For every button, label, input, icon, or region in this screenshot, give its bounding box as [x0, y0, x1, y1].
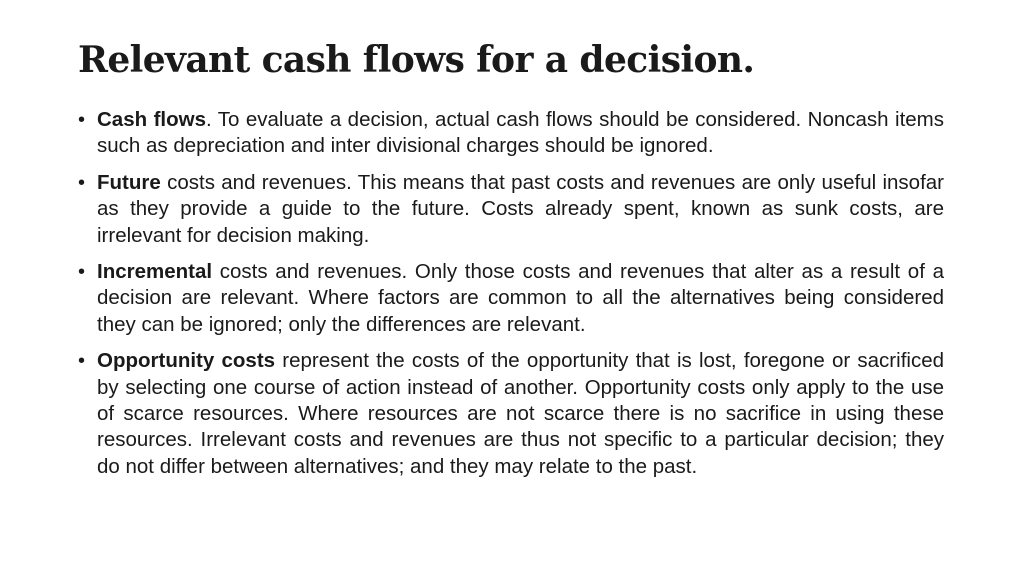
bullet-dot-icon: •	[78, 171, 86, 194]
bullet-term: Opportunity costs	[97, 349, 276, 373]
bullet-list	[78, 107, 944, 490]
bullet-cash-flows	[78, 107, 944, 160]
bullet-dot-icon: •	[78, 350, 86, 373]
bullet-text: . To evaluate a decision, actual cash flows should be considered. Noncash items such as depreciation and inter divisional charges should be ignored.	[97, 108, 945, 158]
slide-title: Relevant cash flows for a decision.	[78, 39, 755, 81]
bullet-dot-icon: •	[78, 109, 86, 131]
bullet-term: Cash flows	[97, 108, 206, 131]
bullet-future	[78, 170, 944, 249]
bullet-text: costs and revenues. Only those costs and revenues that alter as a result of a decision are relevant. Where factors are common to all the alternatives being considered they can be ignored; only the differences are relevant.	[97, 260, 944, 336]
bullet-text: represent the costs of the opportunity that is lost, foregone or sacrificed by selecting one course of action instead of another. Opportunity costs only apply to the use of scarce resources. Where resources are not scarce there is no sacrifice in using these resources. Irrelevant costs and revenues are thus not specific to a particular decision; they do not differ between alternatives; and they may relate to the past.	[97, 349, 944, 478]
bullet-incremental	[78, 259, 944, 338]
bullet-term: Future	[97, 170, 161, 194]
bullet-opportunity-costs	[78, 348, 944, 480]
bullet-text: costs and revenues. This means that past costs and revenues are only useful insofar as they provide a guide to the future. Costs already spent, known as sunk costs, are irrelevant for decision making.	[97, 170, 944, 247]
bullet-term: Incremental	[97, 260, 213, 284]
bullet-dot-icon: •	[78, 261, 86, 284]
